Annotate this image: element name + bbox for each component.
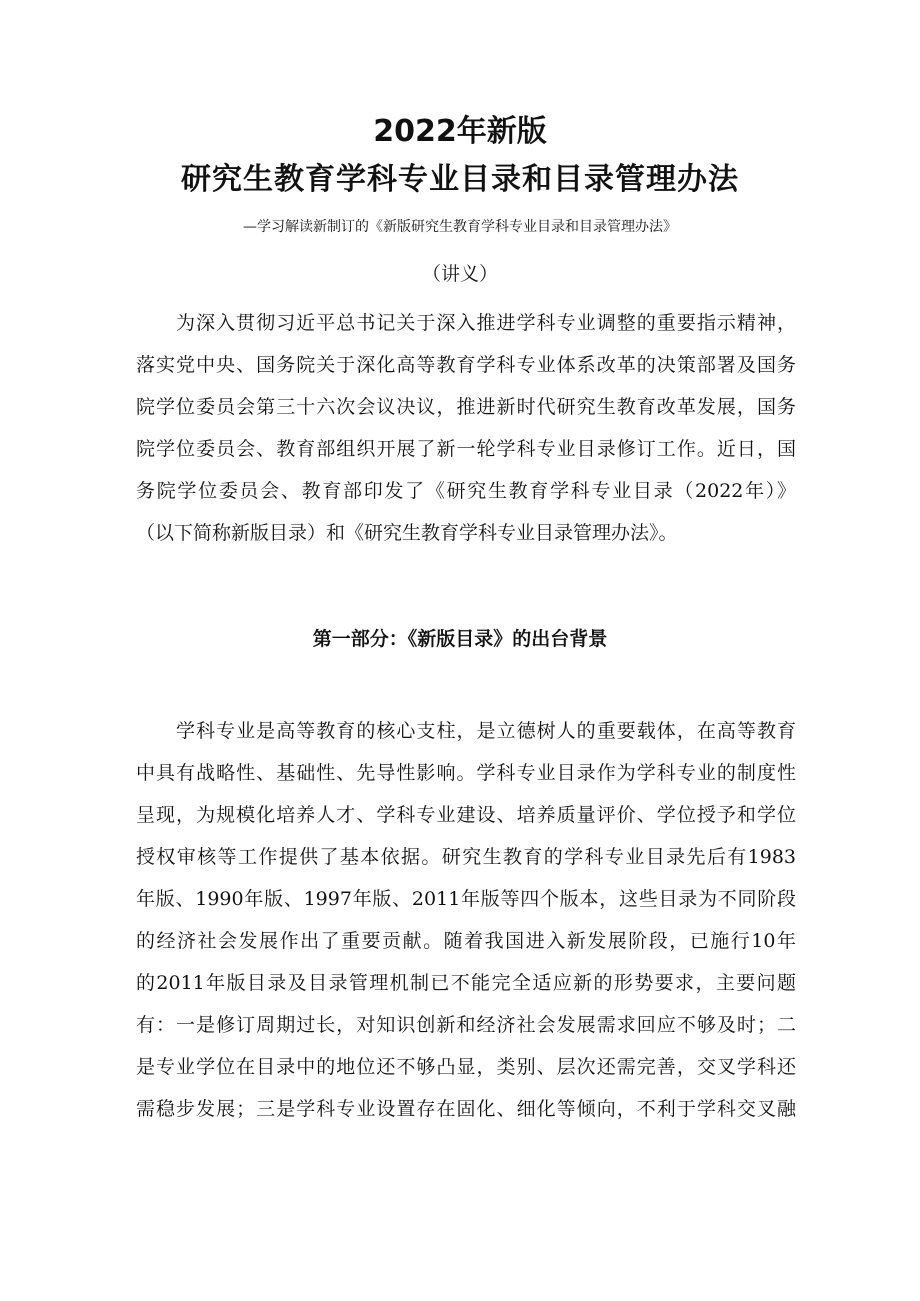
section-heading: 第一部分：《新版目录》的出台背景 — [312, 628, 608, 650]
paragraph-line: 需稳步发展；三是学科专业设置存在固化、细化等倾向，不利于学科交叉融 — [136, 1098, 796, 1120]
paragraph-line: 院学位委员会第三十六次会议决议，推进新时代研究生教育改革发展，国务 — [136, 396, 796, 418]
background-paragraph — [136, 710, 796, 1130]
document-subtitle: —学习解读新制订的《新版研究生教育学科专业目录和目录管理办法》 — [243, 219, 677, 235]
document-title: 研究生教育学科专业目录和目录管理办法 — [181, 162, 739, 197]
paragraph-line: 院学位委员会、教育部组织开展了新一轮学科专业目录修订工作。近日，国 — [136, 438, 796, 460]
paragraph-line: 的2011年版目录及目录管理机制已不能完全适应新的形势要求，主要问题 — [136, 972, 796, 994]
paragraph-line: 务院学位委员会、教育部印发了《研究生教育学科专业目录（2022年）》 — [136, 480, 796, 502]
paragraph-line: 落实党中央、国务院关于深化高等教育学科专业体系改革的决策部署及国务 — [136, 354, 796, 376]
intro-paragraph — [136, 302, 796, 554]
document-label: （讲义） — [421, 263, 498, 285]
paragraph-line: 有：一是修订周期过长，对知识创新和经济社会发展需求回应不够及时；二 — [136, 1014, 796, 1036]
paragraph-line: （以下简称新版目录）和《研究生教育学科专业目录管理办法》。 — [136, 522, 678, 544]
paragraph-line: 的经济社会发展作出了重要贡献。随着我国进入新发展阶段，已施行10年 — [136, 930, 796, 952]
paragraph-line: 是专业学位在目录中的地位还不够凸显，类别、层次还需完善，交叉学科还 — [136, 1056, 796, 1078]
paragraph-line: 授权审核等工作提供了基本依据。研究生教育的学科专业目录先后有1983 — [136, 846, 796, 868]
paragraph-line: 为深入贯彻习近平总书记关于深入推进学科专业调整的重要指示精神， — [136, 312, 796, 334]
paragraph-line: 呈现，为规模化培养人才、学科专业建设、培养质量评价、学位授予和学位 — [136, 804, 796, 826]
paragraph-line: 年版、1990年版、1997年版、2011年版等四个版本，这些目录为不同阶段 — [136, 888, 796, 910]
document-title-year: 2022年新版 — [373, 114, 547, 149]
paragraph-line: 中具有战略性、基础性、先导性影响。学科专业目录作为学科专业的制度性 — [136, 762, 796, 784]
paragraph-line: 学科专业是高等教育的核心支柱，是立德树人的重要载体，在高等教育 — [136, 720, 796, 742]
